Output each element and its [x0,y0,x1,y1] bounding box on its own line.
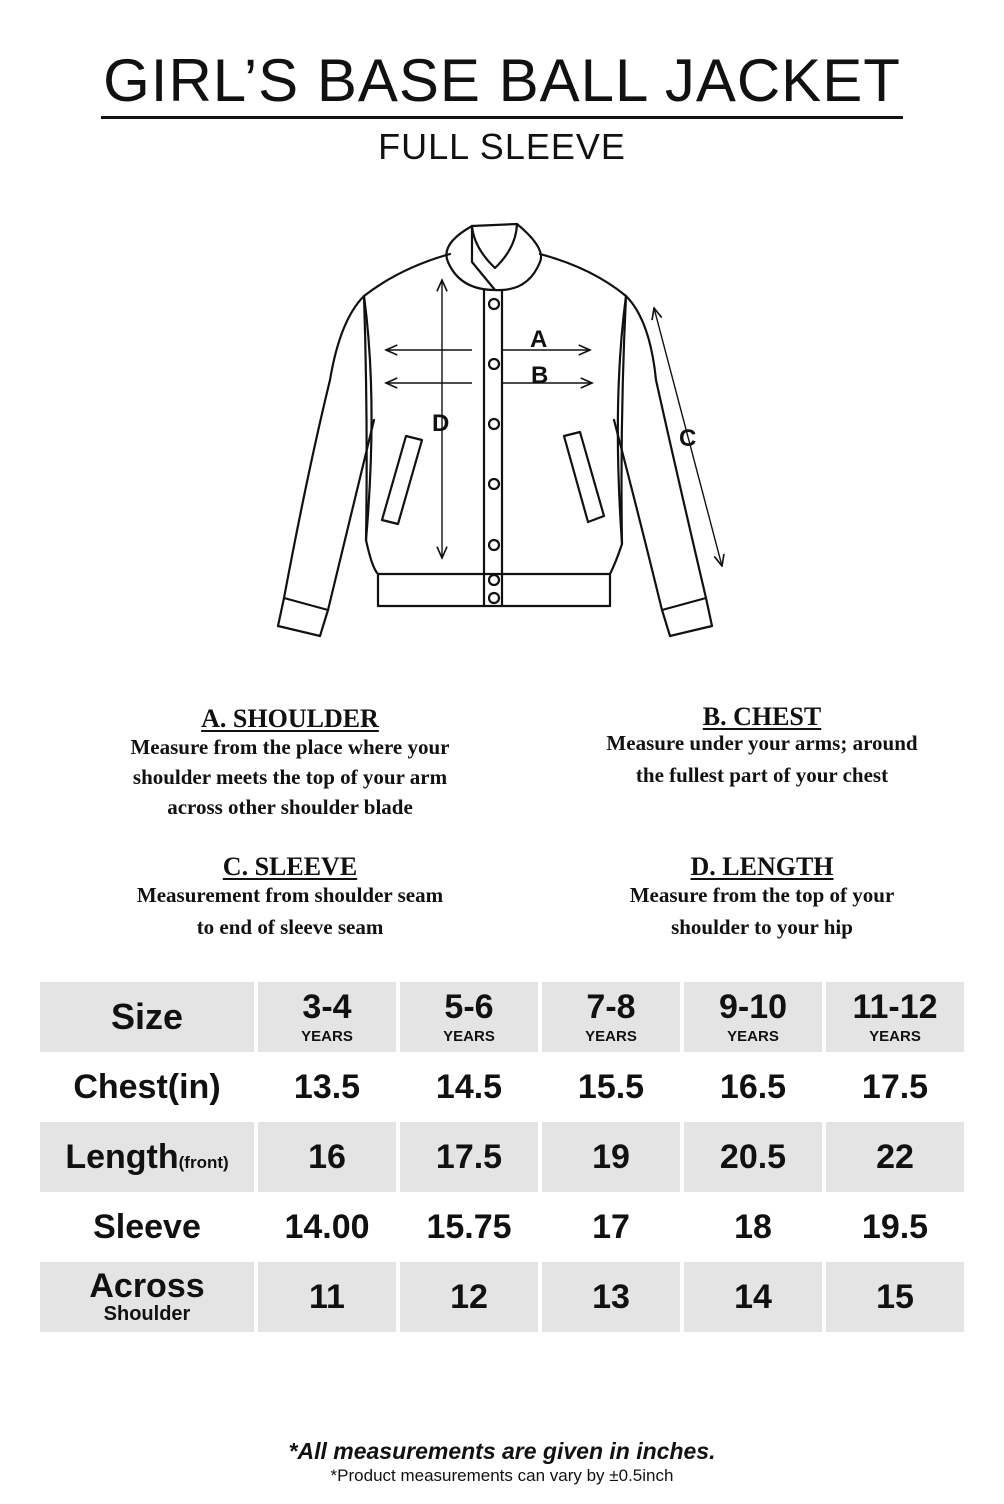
size-chart-table [40,982,964,1332]
size-column-header: 7-8 YEARS [542,982,680,1052]
measurement-disclaimer: *Product measurements can vary by ±0.5inch [330,1466,674,1485]
table-cell: 17.5 [861,1067,929,1106]
table-cell: 15 [826,1262,964,1332]
row-label-chest: Chest(in) [73,1067,221,1106]
table-cell: 17.5 [400,1122,538,1192]
right-sleeve [614,296,712,636]
chart-subtitle: FULL SLEEVE [378,126,626,167]
buttons [489,299,499,603]
table-cell: 12 [400,1262,538,1332]
sleeve-heading: C. SLEEVE [222,852,358,881]
sleeve-line: Measurement from shoulder seam [136,883,444,907]
table-cell: 14.5 [435,1067,503,1106]
table-cell: 16.5 [719,1067,787,1106]
shoulder-line: shoulder meets the top of your arm [132,765,448,789]
table-cell: 14.00 [284,1207,370,1246]
length-line: shoulder to your hip [671,915,853,939]
size-column-header: 9-10 YEARS [684,982,822,1052]
size-column-header: 11-12 YEARS [826,982,964,1052]
measurement-note: *All measurements are given in inches. [288,1438,716,1464]
label-a: A [530,326,548,353]
chest-heading: B. CHEST [702,702,822,731]
table-cell: 20.5 [684,1122,822,1192]
placket [484,290,502,606]
table-cell: 19 [542,1122,680,1192]
table-cell: 11 [258,1262,396,1332]
table-cell: 18 [734,1207,772,1246]
left-sleeve [278,296,374,636]
collar [446,224,541,290]
table-cell: 15.5 [577,1067,645,1106]
left-pocket [382,436,422,524]
length-description [562,852,962,942]
chest-description [562,702,962,790]
sleeve-description [80,852,500,942]
sleeve-line: to end of sleeve seam [196,915,384,939]
length-heading: D. LENGTH [690,852,834,881]
table-row [40,1262,964,1332]
table-row [40,1052,964,1122]
table-row [40,1192,964,1262]
table-header-row [40,982,964,1052]
table-cell: 17 [592,1207,630,1246]
jacket-diagram [0,200,1004,670]
size-column-header: 5-6 YEARS [400,982,538,1052]
table-cell: 19.5 [861,1207,929,1246]
shoulder-description [80,704,500,822]
table-cell: 13.5 [293,1067,361,1106]
shoulder-line: across other shoulder blade [167,795,413,819]
row-label-length: Length(front) [40,1122,254,1192]
size-header: Size [40,982,254,1052]
table-cell: 15.75 [426,1207,512,1246]
shoulder-line: Measure from the place where your [130,735,450,759]
row-label-sleeve: Sleeve [93,1207,201,1246]
table-cell: 16 [258,1122,396,1192]
label-d: D [432,410,450,437]
row-label-across-shoulder: Across Shoulder [40,1262,254,1332]
label-b: B [531,362,549,389]
chart-title: GIRL’S BASE BALL JACKET [0,46,1004,115]
right-pocket [564,432,604,522]
table-cell: 22 [826,1122,964,1192]
table-cell: 13 [542,1262,680,1332]
table-cell: 14 [684,1262,822,1332]
shoulder-heading: A. SHOULDER [201,704,379,733]
table-row [40,1122,964,1192]
size-column-header: 3-4 YEARS [258,982,396,1052]
chest-line: Measure under your arms; around [606,731,918,755]
length-line: Measure from the top of your [629,883,895,907]
label-c: C [679,425,697,452]
chest-line: the fullest part of your chest [635,763,889,787]
